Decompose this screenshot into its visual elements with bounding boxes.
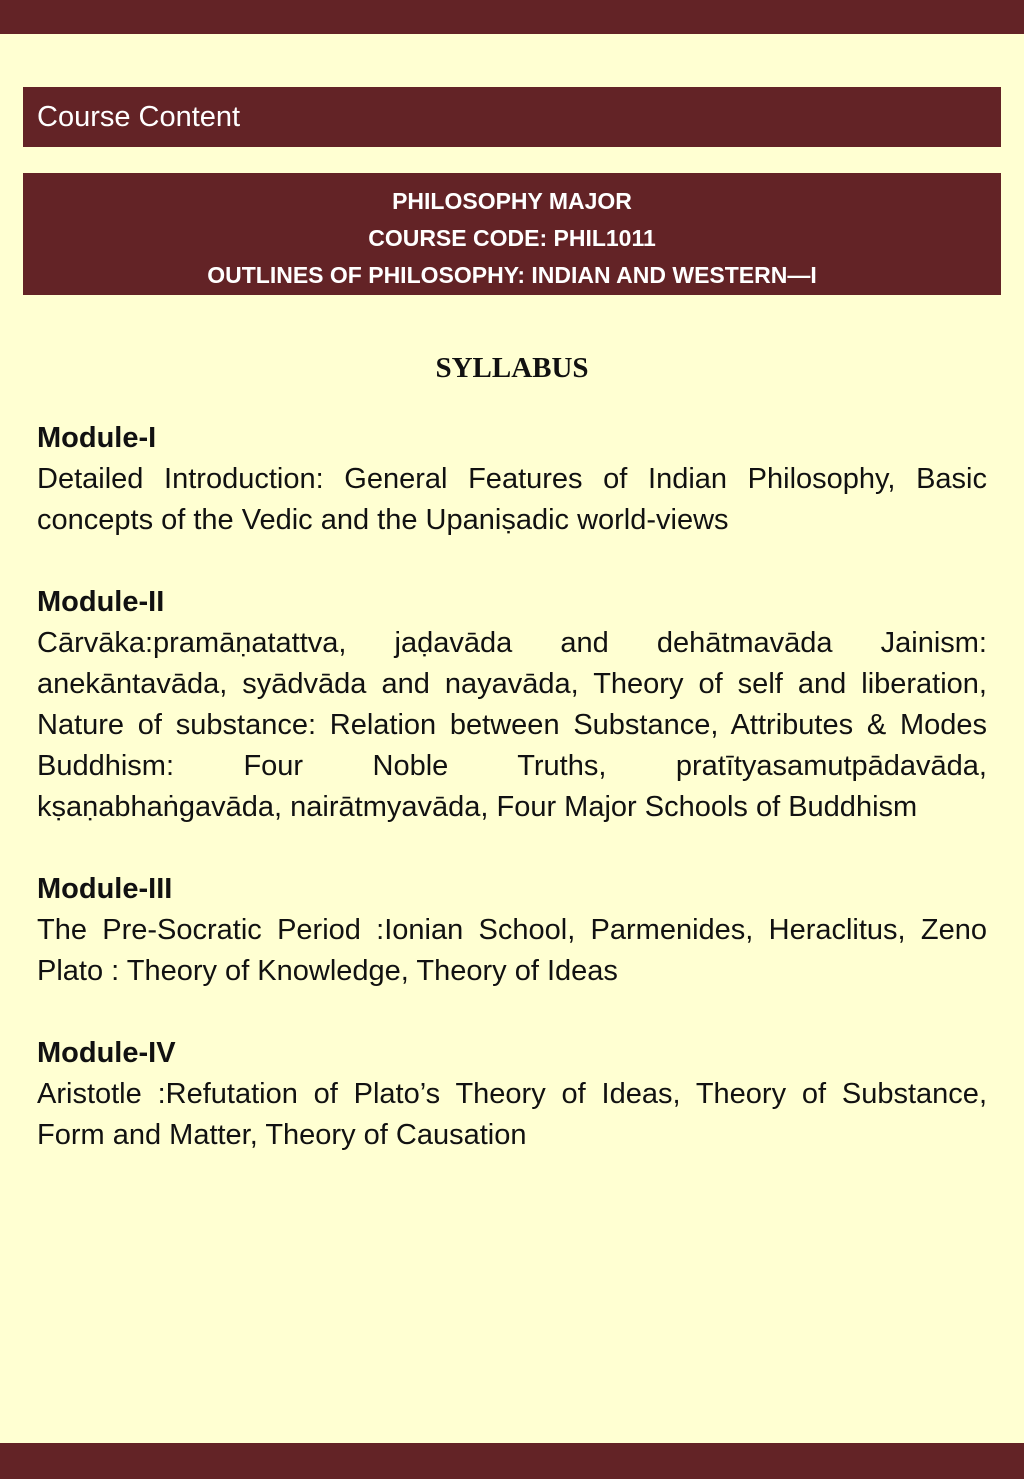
module-body: Aristotle :Refutation of Plato’s Theory of Ideas, Theory of Substance, Form and Matter, Theory of Causation: [37, 1078, 987, 1151]
module-2: [37, 582, 987, 828]
course-banner: [23, 173, 1001, 295]
section-header-label: Course Content: [37, 101, 241, 133]
module-4: [37, 1033, 987, 1156]
course-code: COURSE CODE: PHIL1011: [368, 225, 656, 251]
bottom-band: [0, 1443, 1024, 1479]
top-band: [0, 0, 1024, 34]
module-1: [37, 418, 987, 541]
course-program: PHILOSOPHY MAJOR: [392, 188, 632, 214]
course-title: OUTLINES OF PHILOSOPHY: INDIAN AND WESTERN—I: [207, 262, 817, 288]
module-3: [37, 869, 987, 992]
module-title: Module-III: [37, 873, 173, 905]
syllabus-title: SYLLABUS: [435, 352, 589, 384]
modules-list: [37, 418, 987, 1197]
module-body: The Pre-Socratic Period :Ionian School, Parmenides, Heraclitus, Zeno Plato : Theory of Knowledge, Theory of Ideas: [37, 914, 987, 987]
module-title: Module-II: [37, 586, 165, 618]
module-body: Cārvāka:pramāṇatattva, jaḍavāda and dehātmavāda Jainism: anekāntavāda, syādvāda and nayavāda, Theory of self and liberation, Nature of substance: Relation between Substance, Attributes & Modes Buddhism: Four Noble Truths, pratītyasamutpādavāda, kṣaṇabhaṅgavāda, nairātmyavāda, Four Major Schools of Buddhism: [37, 627, 987, 823]
section-header: [23, 87, 1001, 147]
module-title: Module-I: [37, 422, 157, 454]
module-body: Detailed Introduction: General Features of Indian Philosophy, Basic concepts of the Vedic and the Upaniṣadic world-views: [37, 463, 987, 536]
module-title: Module-IV: [37, 1037, 176, 1069]
